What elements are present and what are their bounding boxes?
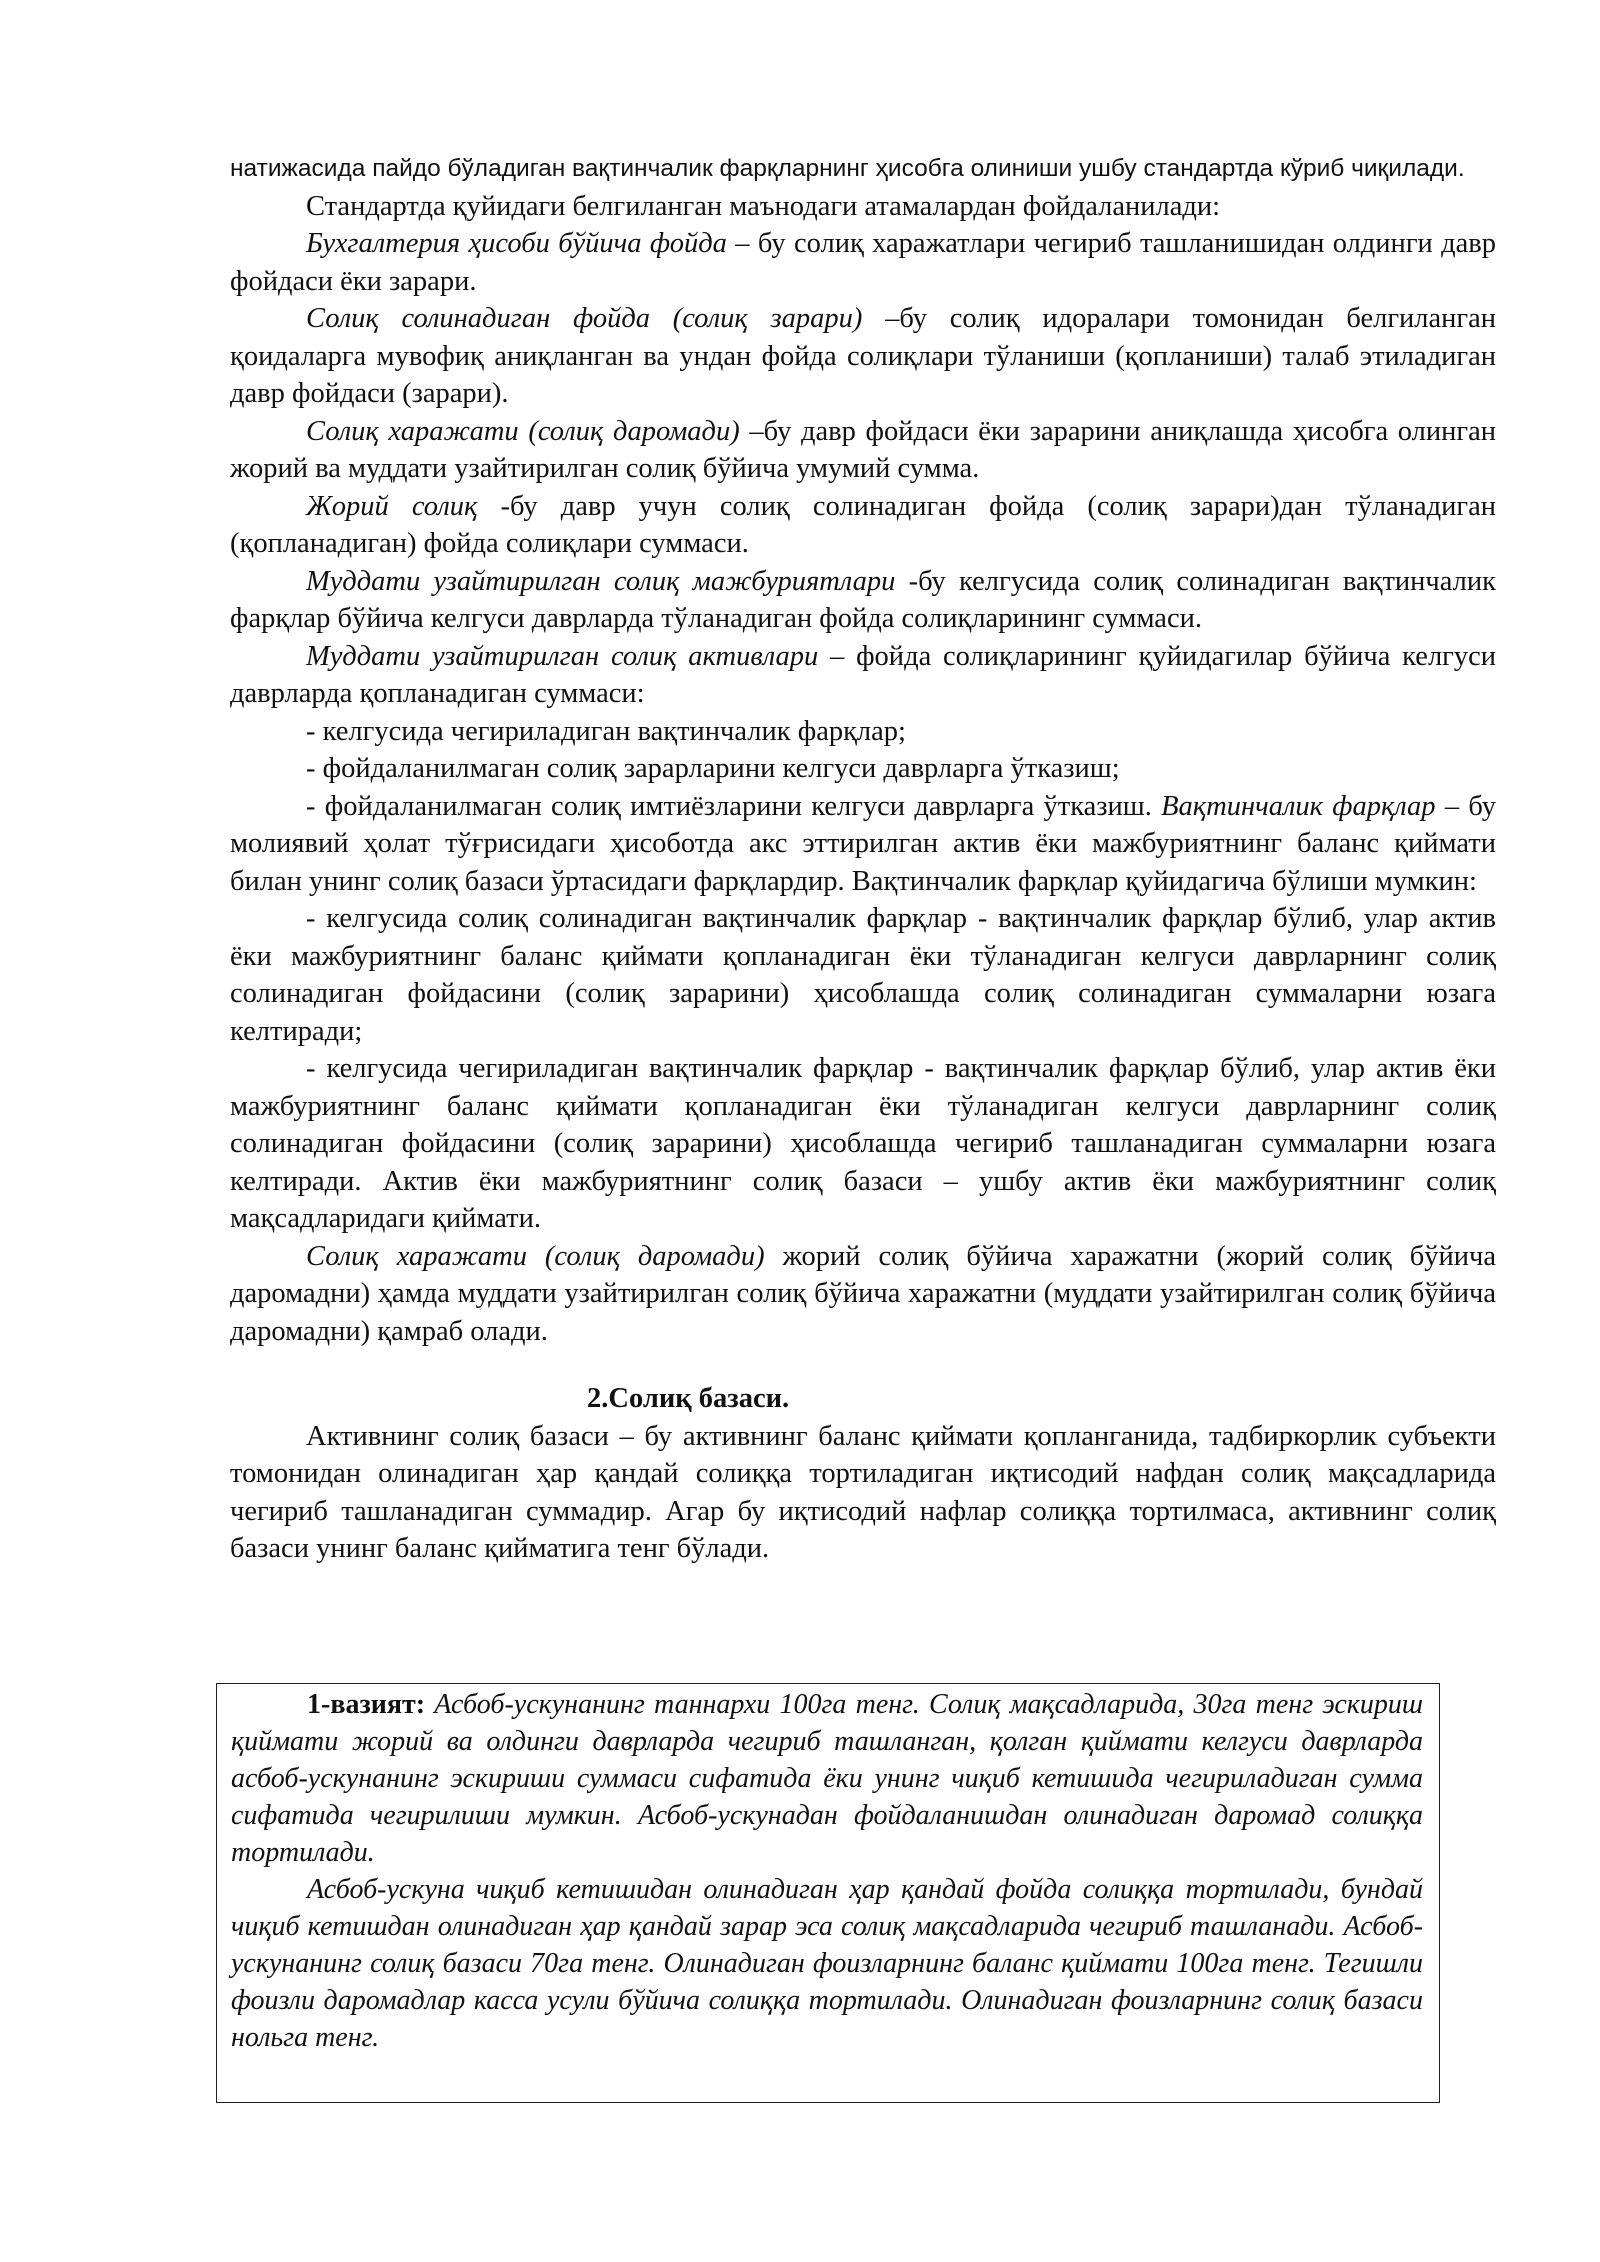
definitions-intro: Стандартда қуйидаги белгиланган маънодаги атамалардан фойдаланилади: bbox=[306, 190, 1221, 222]
definition-term: Солиқ солинадиган фойда (солиқ зарари) bbox=[306, 303, 863, 334]
temporary-difference-taxable: - келгусида солиқ солинадиган вақтинчалик фарқлар - вақтинчалик фарқлар бўлиб, улар актив ёки мажбуриятнинг баланс қиймати қопланадиган ёки тўланадиган келгуси даврларнинг солиқ солинадиган фойдасини (солиқ зарарини) ҳисоблашда солиқ солинадиган суммаларни юзага келтиради; bbox=[230, 903, 1496, 1047]
definition-text: –бу солиқ идоралари томонидан белгиланган қоидаларга мувофиқ аниқланган ва ундан фойда солиқлари тўланиши (қопланиши) талаб этиладиган давр фойдаси (зарари). bbox=[230, 303, 1497, 409]
definition-term: Жорий солиқ bbox=[306, 490, 478, 522]
definition-term: Муддати узайтирилган солиқ мажбуриятлари bbox=[306, 565, 896, 597]
definition-accounting-profit bbox=[230, 225, 1496, 300]
list-item: - келгусида чегириладиган вақтинчалик фарқлар; bbox=[306, 715, 906, 747]
definition-term: Бухгалтерия ҳисоби бўйича фойда bbox=[306, 228, 727, 259]
definition-text: -бу давр учун солиқ солинадиган фойда (солиқ зарари)дан тўланадиган (қопланадиган) фойда солиқлари суммаси. bbox=[230, 490, 1496, 559]
definition-term: Муддати узайтирилган солиқ активлари bbox=[306, 640, 819, 672]
definition-text: –бу давр фойдаси ёки зарарини аниқлашда ҳисобга олинган жорий ва муддати узайтирилган солиқ бўйича умумий сумма. bbox=[230, 415, 1496, 484]
definition-text: – фойда солиқларининг қуйидагилар бўйича келгуси даврларда қопланадиган суммаси: bbox=[230, 640, 1497, 709]
definition-text: -бу келгусида солиқ солинадиган вақтинчалик фарқлар бўйича келгуси даврларда тўланадиган фойда солиқларининг суммаси. bbox=[230, 565, 1496, 634]
section-paragraph: Активнинг солиқ базаси – бу активнинг баланс қиймати қопланганида, тадбиркорлик субъекти томонидан олинадиган ҳар қандай солиққа тортиладиган иқтисодий нафдан солиқ мақсадларида чегириб ташланадиган суммадир. Агар бу иқтисодий нафлар солиққа тортилмаса, активнинг солиқ базаси унинг баланс қийматига тенг бўлади. bbox=[230, 1420, 1496, 1564]
definition-deferred-liabilities bbox=[230, 563, 1496, 638]
case-text: Асбоб-ускунанинг таннархи 100га тенг. Солиқ мақсадларида, 30га тенг эскириш қиймати жорий ва олдинги даврларда чегириб ташланган, қолган қиймати келгуси даврларда асбоб-ускунанинг эскириши суммаси сифатида ёки унинг чиқиб кетишида чегириладиган сумма сифатида чегирилиши мумкин. Асбоб-ускунадан фойдаланишдан олинадиган даромад солиққа тортилади. bbox=[231, 1689, 1423, 1868]
intro-line: натижасида пайдо бўладиган вақтинчалик фарқларнинг ҳисобга олиниши ушбу стандартда кўриб чиқилади. bbox=[230, 155, 1465, 182]
temporary-difference-deductible: - келгусида чегириладиган вақтинчалик фарқлар - вақтинчалик фарқлар бўлиб, улар актив ёки мажбуриятнинг баланс қиймати қопланадиган ёки тўланадиган келгуси даврларнинг солиқ солинадиган фойдасини (солиқ зарарини) ҳисоблашда чегириб ташланадиган суммаларни юзага келтиради. Актив ёки мажбуриятнинг солиқ базаси – ушбу актив ёки мажбуриятнинг солиқ мақсадларидаги қиймати. bbox=[230, 1053, 1496, 1234]
document-page bbox=[230, 150, 1496, 1568]
section-heading: 2.Солиқ базаси. bbox=[587, 1383, 790, 1414]
case-box bbox=[216, 1683, 1440, 2103]
definition-term: Солиқ харажати (солиқ даромади) bbox=[306, 415, 740, 447]
definition-current-tax bbox=[230, 488, 1496, 563]
case-paragraph bbox=[231, 1686, 1423, 1871]
definition-tax-expense bbox=[230, 413, 1496, 488]
list-item: - фойдаланилмаган солиқ зарарларини келгуси даврларга ўтказиш; bbox=[306, 753, 1120, 784]
definition-text: – бу солиқ харажатлари чегириб ташланишидан олдинги давр фойдаси ёки зарари. bbox=[230, 228, 1496, 297]
list-item-text: - фойдаланилмаган солиқ имтиёзларини келгуси даврларга ўтказиш. bbox=[306, 790, 1162, 822]
definition-text: жорий солиқ бўйича харажатни (жорий солиқ бўйича даромадни) ҳамда муддати узайтирилган солиқ бўйича харажатни (муддати узайтирилган солиқ бўйича даромадни) қамраб олади. bbox=[230, 1240, 1496, 1347]
case-paragraph: Асбоб-ускуна чиқиб кетишидан олинадиган ҳар қандай фойда солиққа тортилади, бундай чиқиб кетишдан олинадиган ҳар қандай зарар эса солиқ мақсадларида чегириб ташланади. Асбоб- ускунанинг солиқ базаси 70га тенг. Олинадиган фоизларнинг баланс қиймати 100га тенг. Тегишли фоизли даромадлар касса усули бўйича солиққа тортилади. Олинадиган фоизларнинг солиқ базаси нольга тенг. bbox=[231, 1874, 1423, 2053]
definition-term: Вақтинчалик фарқлар bbox=[1161, 790, 1436, 822]
definition-deferred-assets bbox=[230, 638, 1496, 713]
definition-term: Солиқ харажати (солиқ даромади) bbox=[306, 1240, 765, 1272]
definition-taxable-profit bbox=[230, 300, 1496, 413]
definition-tax-expense-composition bbox=[230, 1238, 1496, 1351]
list-item-temporary-differences bbox=[230, 788, 1496, 901]
definition-text: – бу молиявий ҳолат тўғрисидаги ҳисоботда акс эттирилган актив ёки мажбуриятнинг баланс қиймати билан унинг солиқ базаси ўртасидаги фарқлардир. Вақтинчалик фарқлар қуйидагича бўлиши мумкин: bbox=[230, 790, 1496, 897]
case-label: 1-вазият: bbox=[307, 1689, 426, 1720]
